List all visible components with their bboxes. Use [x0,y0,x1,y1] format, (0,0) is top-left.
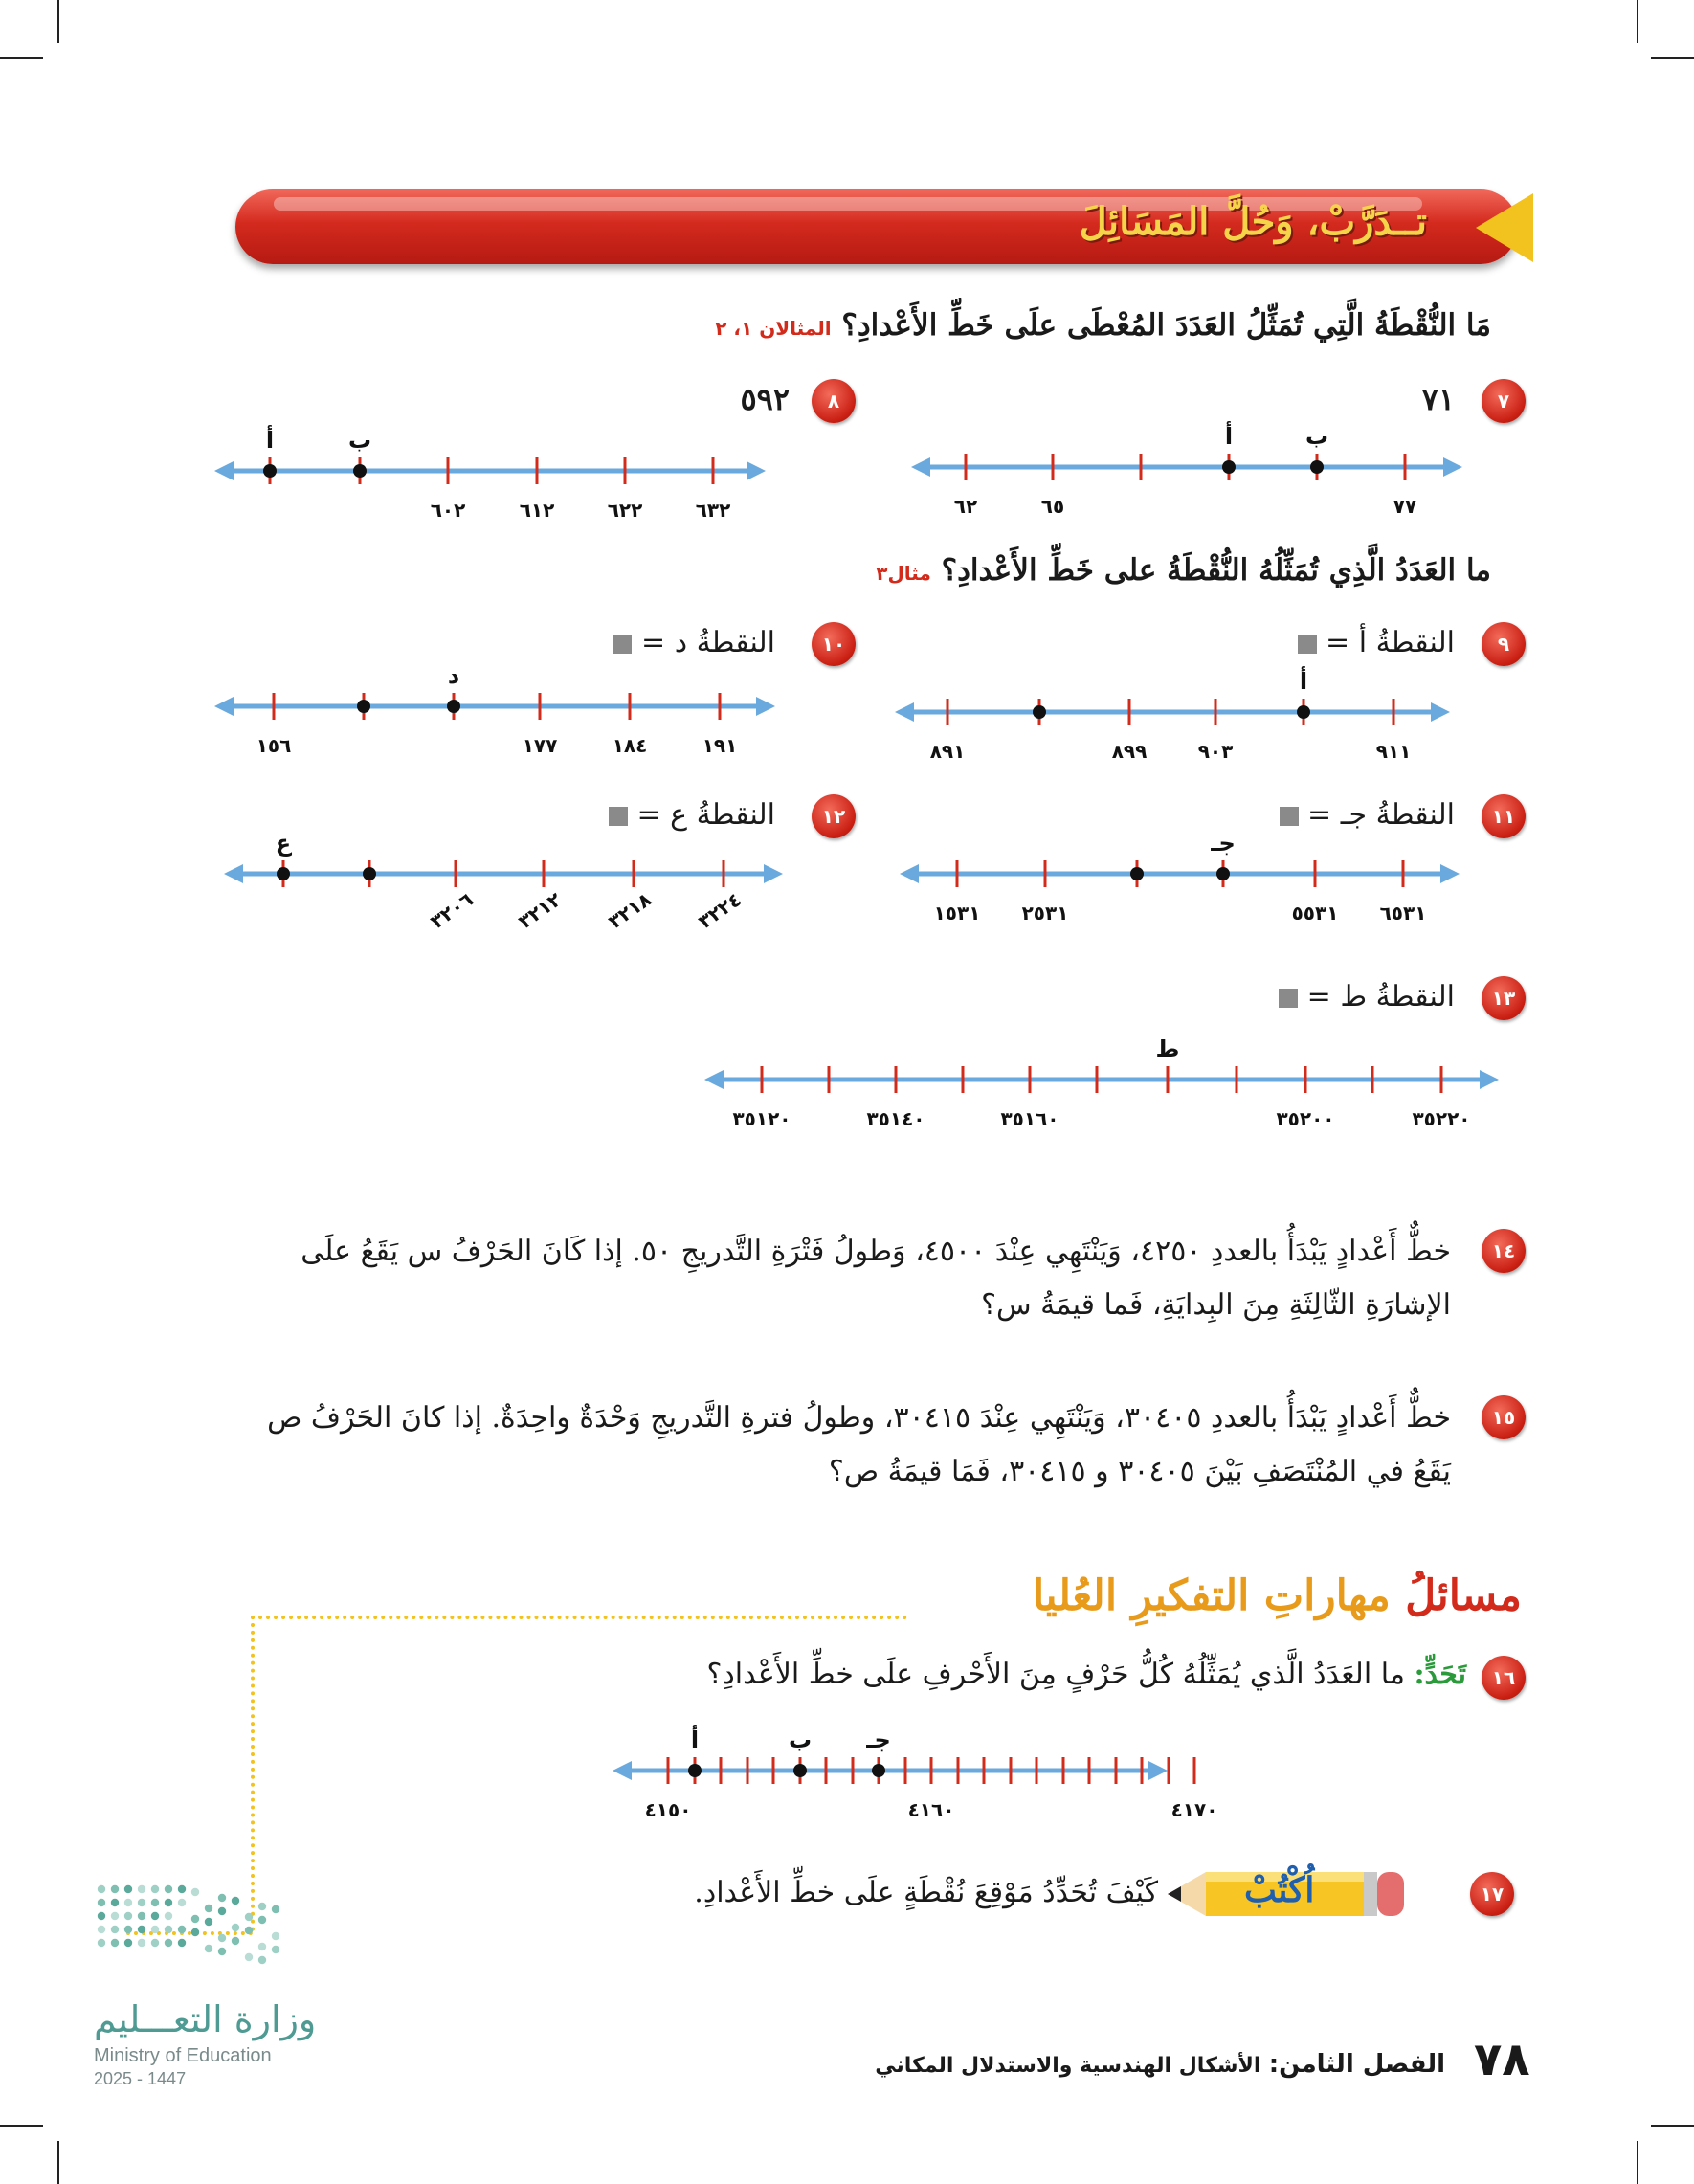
tick-label: ١٥٣١ [933,902,981,925]
exercise-9-label-text: النقطةُ أ = [1326,626,1455,659]
number-line-exercise-11 [909,830,1450,925]
point-dot [1216,867,1230,880]
exercise-14-text: خطٌّ أَعْدادٍ يَبْدَأُ بالعددِ ٤٢٥٠، وَيَنْتَهِي عِنْدَ ٤٥٠٠، وَطولُ فَتْرَةِ التَّدريجِ ٥٠. إذا كَانَ الحَرْفُ س يَقَعُ علَى الإشارَةِ الثّالِثَةِ مِنَ البِدايَةِ، فَما قيمَةُ س؟ [301,1235,1451,1322]
tick-label: ٤١٥٠ [644,1798,692,1821]
point-letter: ب [347,427,372,454]
tick-label: ٨٩١ [929,740,966,763]
tick-label: ٦٢٢ [607,499,643,522]
tick-label: ١٧٧ [522,734,558,757]
logo-dot [98,1912,105,1920]
ministry-name-arabic: وزارة التعـــليم [94,1998,317,2040]
logo-dot [178,1899,186,1906]
point-letter: أ [1299,668,1308,695]
tick-label: ٩٠٣ [1197,740,1234,763]
logo-dot [165,1939,172,1947]
number-line-exercise-10 [224,662,766,757]
section2-heading-text: ما العَدَدُ الَّذِي تُمَثِّلُهُ النُّقْطَةُ على خَطِّ الأَعْدادِ؟ [941,553,1491,588]
number-line-exercise-9 [904,666,1440,763]
logo-dot [138,1939,145,1947]
logo-dot [165,1912,172,1920]
logo-dot [151,1939,159,1947]
logo-dot [151,1912,159,1920]
hots-dotted-line [251,1616,907,1619]
exercise-number-badge: ١٠ [812,622,856,666]
tick-label: ٣٥١٦٠ [1000,1107,1059,1130]
point-dot [277,867,290,880]
point-dot [263,464,277,478]
number-line-exercise-16 [622,1725,1217,1821]
logo-dot [138,1885,145,1893]
logo-dot [272,1932,279,1940]
logo-dot [98,1939,105,1947]
logo-dot [138,1912,145,1920]
logo-dot [98,1926,105,1933]
tick-label: ٣٢٢٤ [694,887,746,934]
tick-label: ٣٢١٢ [514,887,566,934]
section1-heading-text: مَا النُّقْطَةُ الَّتِي تُمَثِّلُ العَدَدَ المُعْطَى علَى خَطِّ الأَعْدادِ؟ [841,308,1491,343]
logo-dot [191,1928,199,1936]
point-letter: ع [275,830,292,857]
logo-dot [124,1899,132,1906]
logo-dot [98,1885,105,1893]
exercise-7-value: ٧١ [1421,381,1455,417]
logo-dot [138,1899,145,1906]
exercise-11-label-text: النقطةُ جـ = [1307,798,1455,832]
tick-label: ٣٥١٢٠ [732,1107,791,1130]
logo-dot [165,1926,172,1933]
exercise-10-label-text: النقطةُ د = [641,626,775,659]
tick-label: ٦٢ [953,495,978,518]
exercise-13-label-text: النقطةُ ط = [1306,980,1455,1014]
point-dot [1222,460,1236,474]
point-letter: أ [690,1727,700,1753]
point-dot [793,1764,807,1777]
footer-chapter-label: الفصل الثامن: [1268,2050,1445,2079]
logo-dot [205,1945,212,1952]
exercise-number-badge: ١٥ [1482,1395,1526,1439]
logo-dot [218,1894,226,1902]
point-dot [447,700,460,713]
number-line-exercise-13 [714,1036,1489,1130]
logo-dot [218,1907,226,1915]
exercise-16-body: ما العَدَدُ الَّذي يُمَثِّلُهُ كُلُّ حَرْفٍ مِنَ الأَحْرفِ علَى خطِّ الأَعْدادِ؟ [706,1658,1405,1691]
pencil-label: اُكْتُبْ [1244,1870,1315,1910]
point-letter: ط [1155,1036,1180,1062]
exercise-number-badge: ١٢ [812,794,856,838]
point-dot [1297,705,1310,719]
logo-dot [205,1918,212,1926]
number-line-exercise-8 [224,425,756,522]
tick-label: ٤١٦٠ [907,1798,955,1821]
logo-dot [151,1899,159,1906]
tick-label: ٦١٢ [519,499,555,522]
tick-label: ٤١٧٠ [1170,1798,1218,1821]
tick-label: ٢٥٣١ [1021,902,1069,925]
logo-dot [98,1899,105,1906]
logo-dot [191,1888,199,1896]
logo-dot [258,1903,266,1910]
ministry-name-english: Ministry of Education [94,2045,272,2066]
tick-label: ٣٢١٨ [604,887,656,934]
point-dot [1310,460,1324,474]
tick-label: ٧٧ [1393,495,1417,518]
tick-label: ٦٥٣١ [1379,902,1427,925]
exercise-16-text [707,1658,1467,1691]
logo-dot [232,1937,239,1945]
exercise-16-lead: تَحَدٍّ: [1414,1658,1466,1691]
logo-dot [218,1948,226,1955]
number-line-exercise-7 [921,421,1453,518]
tick-label: ٥٥٣١ [1291,902,1339,925]
point-dot [1033,705,1046,719]
hots-word1: مسائلُ [1405,1571,1522,1620]
logo-dot [151,1885,159,1893]
point-letter: أ [265,427,275,454]
logo-dot [178,1885,186,1893]
logo-dot [258,1916,266,1924]
point-letter: د [447,662,460,689]
point-letter: أ [1224,423,1234,450]
hots-title [1033,1571,1522,1620]
exercise-number-badge: ٩ [1482,622,1526,666]
logo-dot [178,1926,186,1933]
logo-dot [205,1905,212,1912]
exercise-number-badge: ١٣ [1482,976,1526,1020]
point-letter: ب [1304,423,1329,450]
logo-dot [245,1927,253,1934]
tick-label: ٣٢٠٦ [426,887,478,934]
tick-label: ٦٥ [1040,495,1065,518]
logo-dot [124,1885,132,1893]
footer-chapter-title: الأشكال الهندسية والاستدلال المكاني [875,2054,1261,2078]
logo-dot [111,1926,119,1933]
section1-ref: المثالان ١، ٢ [715,317,832,340]
point-letter: ب [788,1727,813,1753]
exercise-number-badge: ٧ [1482,379,1526,423]
logo-dot [258,1943,266,1950]
logo-dot [178,1939,186,1947]
tick-label: ٨٩٩ [1111,740,1148,763]
logo-dot [245,1953,253,1961]
tick-label: ٦٣٢ [695,499,731,522]
logo-dot [165,1899,172,1906]
page-number: ٧٨ [1474,2033,1530,2086]
logo-dot [111,1939,119,1947]
logo-dot [232,1897,239,1905]
logo-dot [151,1926,159,1933]
point-letter: جـ [866,1727,891,1753]
exercise-number-badge: ٨ [812,379,856,423]
hots-word2: مهاراتِ التفكيرِ العُليا [1032,1571,1391,1620]
point-dot [363,867,376,880]
tick-label: ٣٥٢٢٠ [1412,1107,1471,1130]
logo-dot [245,1913,253,1921]
logo-dot [165,1885,172,1893]
tick-label: ١٨٤ [612,734,648,757]
ministry-year: 2025 - 1447 [94,2069,187,2088]
logo-dot [191,1915,199,1923]
logo-dot [138,1926,145,1933]
exercise-17-text: كَيْفَ تُحَدِّدُ مَوْقِعَ نُقْطَةٍ علَى خطِّ الأَعْدادِ. [694,1876,1158,1909]
exercise-number-badge: ١٧ [1470,1872,1514,1916]
tick-label: ٦٠٢ [430,499,466,522]
tick-label: ٩١١ [1375,740,1412,763]
point-dot [357,700,370,713]
exercise-number-badge: ١٦ [1482,1656,1526,1700]
tick-label: ١٩١ [702,734,738,757]
exercise-15-text: خطٌّ أَعْدادٍ يَبْدَأُ بالعددِ ٣٠٤٠٥، وَيَنْتَهِي عِنْدَ ٣٠٤١٥، وطولُ فترةِ التَّدريجِ وَحْدَةٌ واحِدَةٌ. إذا كانَ الحَرْفُ ص يَقَعُ في المُنْتَصَفِ بَيْنَ ٣٠٤٠٥ و ٣٠٤١٥، فَمَا قيمَةُ ص؟ [267,1401,1451,1488]
point-letter: جـ [1211,830,1236,857]
logo-dot [124,1939,132,1947]
ministry-logo-icon [92,1878,302,1983]
point-dot [1130,867,1144,880]
point-dot [353,464,367,478]
number-line-exercise-12 [234,830,773,933]
tick-label: ٣٥١٤٠ [866,1107,925,1130]
logo-dot [258,1956,266,1964]
logo-dot [272,1946,279,1953]
point-dot [688,1764,702,1777]
logo-dot [111,1899,119,1906]
tick-label: ٣٥٢٠٠ [1276,1107,1335,1130]
point-dot [872,1764,885,1777]
tick-label: ١٥٦ [256,734,292,757]
banner-title: تــدَرَّبْ، وَحُلَّ المَسَائِلَ [1079,199,1427,244]
logo-dot [272,1905,279,1913]
exercise-8-value: ٥٩٢ [740,381,790,417]
logo-dot [218,1934,226,1942]
exercise-number-badge: ١٤ [1482,1229,1526,1273]
logo-dot [111,1885,119,1893]
logo-dot [232,1924,239,1931]
logo-dot [124,1912,132,1920]
logo-dot [111,1912,119,1920]
exercise-number-badge: ١١ [1482,794,1526,838]
footer-chapter [875,2050,1445,2079]
logo-dot [124,1926,132,1933]
section2-ref: مثال٣ [876,562,931,585]
exercise-12-label-text: النقطةُ ع = [636,798,775,832]
